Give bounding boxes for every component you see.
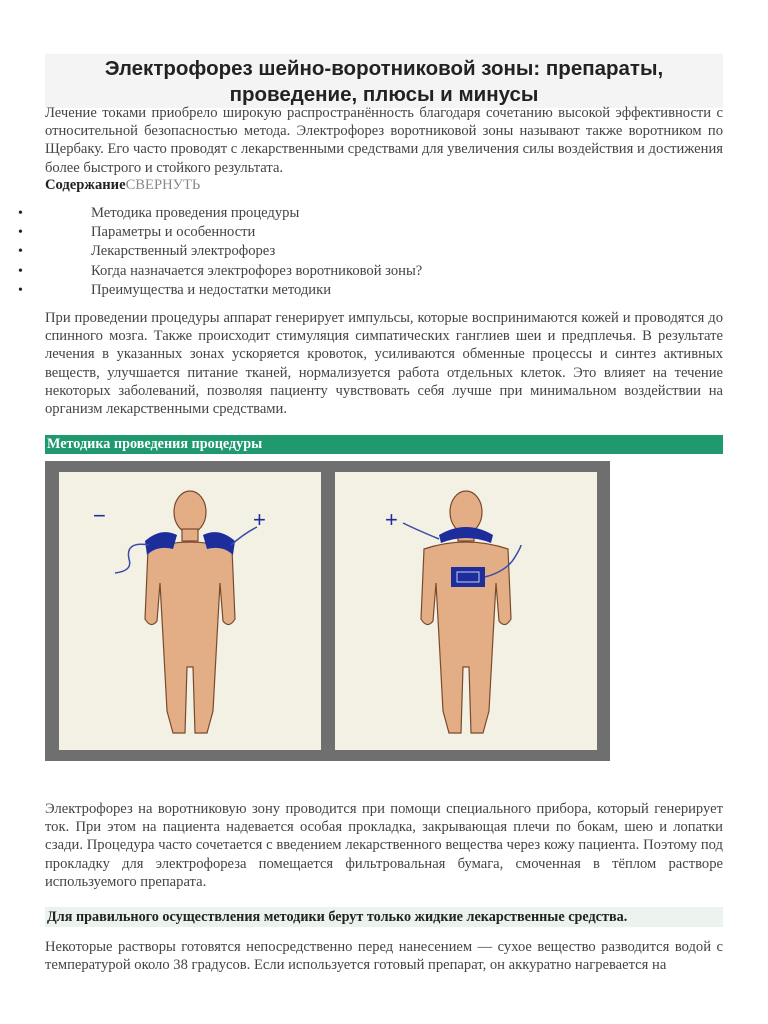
minus-sign: − — [93, 503, 106, 528]
toc-item-link[interactable]: Методика проведения процедуры — [91, 205, 300, 221]
toc-collapse-button[interactable]: СВЕРНУТЬ — [125, 177, 201, 193]
toc-item-link[interactable]: Лекарственный электрофорез — [91, 243, 276, 260]
toc-header — [45, 176, 200, 194]
body-paragraph-3: Электрофорез на воротниковую зону проводится при помощи специального прибора, который генерирует ток. При этом на пациента надевается особая прокладка, закрывающая плечи по бокам, шею и лопатки сзади. Процедура часто сочетается с введением лекарственного вещества через кожу пациента. Поэтому под прокладку для электрофореза помещается фильтровальная бумага, смоченная в тёплом растворе используемого препарата. — [45, 801, 723, 890]
electrophoresis-illustration — [45, 461, 610, 761]
toc-item-link[interactable]: Когда назначается электрофорез воротниковой зоны? — [91, 262, 423, 279]
toc-list — [0, 204, 768, 300]
note-highlight: Для правильного осуществления методики берут только жидкие лекарственные средства. — [45, 907, 723, 927]
bullet-icon: • — [18, 282, 23, 298]
toc-item — [0, 223, 768, 242]
bullet-icon: • — [18, 206, 23, 221]
body-paragraph-2: При проведении процедуры аппарат генерирует импульсы, которые воспринимаются кожей и проводятся до спинного мозга. Также происходит стимуляция симпатических ганглиев шеи и предплечья. В результате лечения в указанных зонах ускоряется кровоток, усиливаются обменные процессы и синтез активных веществ, улучшается питание тканей, нормализуется работа отдельных клеток. Это влияет на течение некоторых заболеваний, позволяя пациенту чувствовать себя лучше при минимальном воздействии на организм лекарственными средствами. — [45, 310, 723, 418]
body-paragraph-4: Некоторые растворы готовятся непосредственно перед нанесением — сухое вещество разводится водой с температурой около 38 градусов. Если используется готовый препарат, он аккуратно нагревается на — [45, 939, 723, 974]
bullet-icon: • — [18, 244, 23, 260]
toc-item — [0, 204, 768, 223]
intro-paragraph: Лечение токами приобрело широкую распространённость благодаря сочетанию высокой эффективности с относительной безопасностью метода. Электрофорез воротниковой зоны называют также воротником по Щербаку. Его часто проводят с лекарственными средствами для увеличения силы воздействия и достижения более быстрого и стойкого результата. — [45, 105, 723, 176]
bullet-icon: • — [18, 225, 23, 241]
toc-item-link[interactable]: Преимущества и недостатки методики — [91, 281, 332, 298]
toc-item — [0, 262, 768, 281]
plus-sign: + — [385, 507, 398, 532]
back-lumbar-pad — [451, 567, 485, 587]
toc-item — [0, 281, 768, 300]
plus-sign: + — [253, 507, 266, 532]
toc-item-link[interactable]: Параметры и особенности — [91, 224, 256, 241]
bullet-icon: • — [18, 263, 23, 279]
section-heading: Методика проведения процедуры — [45, 435, 723, 454]
toc-item — [0, 242, 768, 261]
toc-label: Содержание — [45, 177, 126, 193]
article-title: Электрофорез шейно-воротниковой зоны: препараты, проведение, плюсы и минусы — [45, 54, 723, 108]
